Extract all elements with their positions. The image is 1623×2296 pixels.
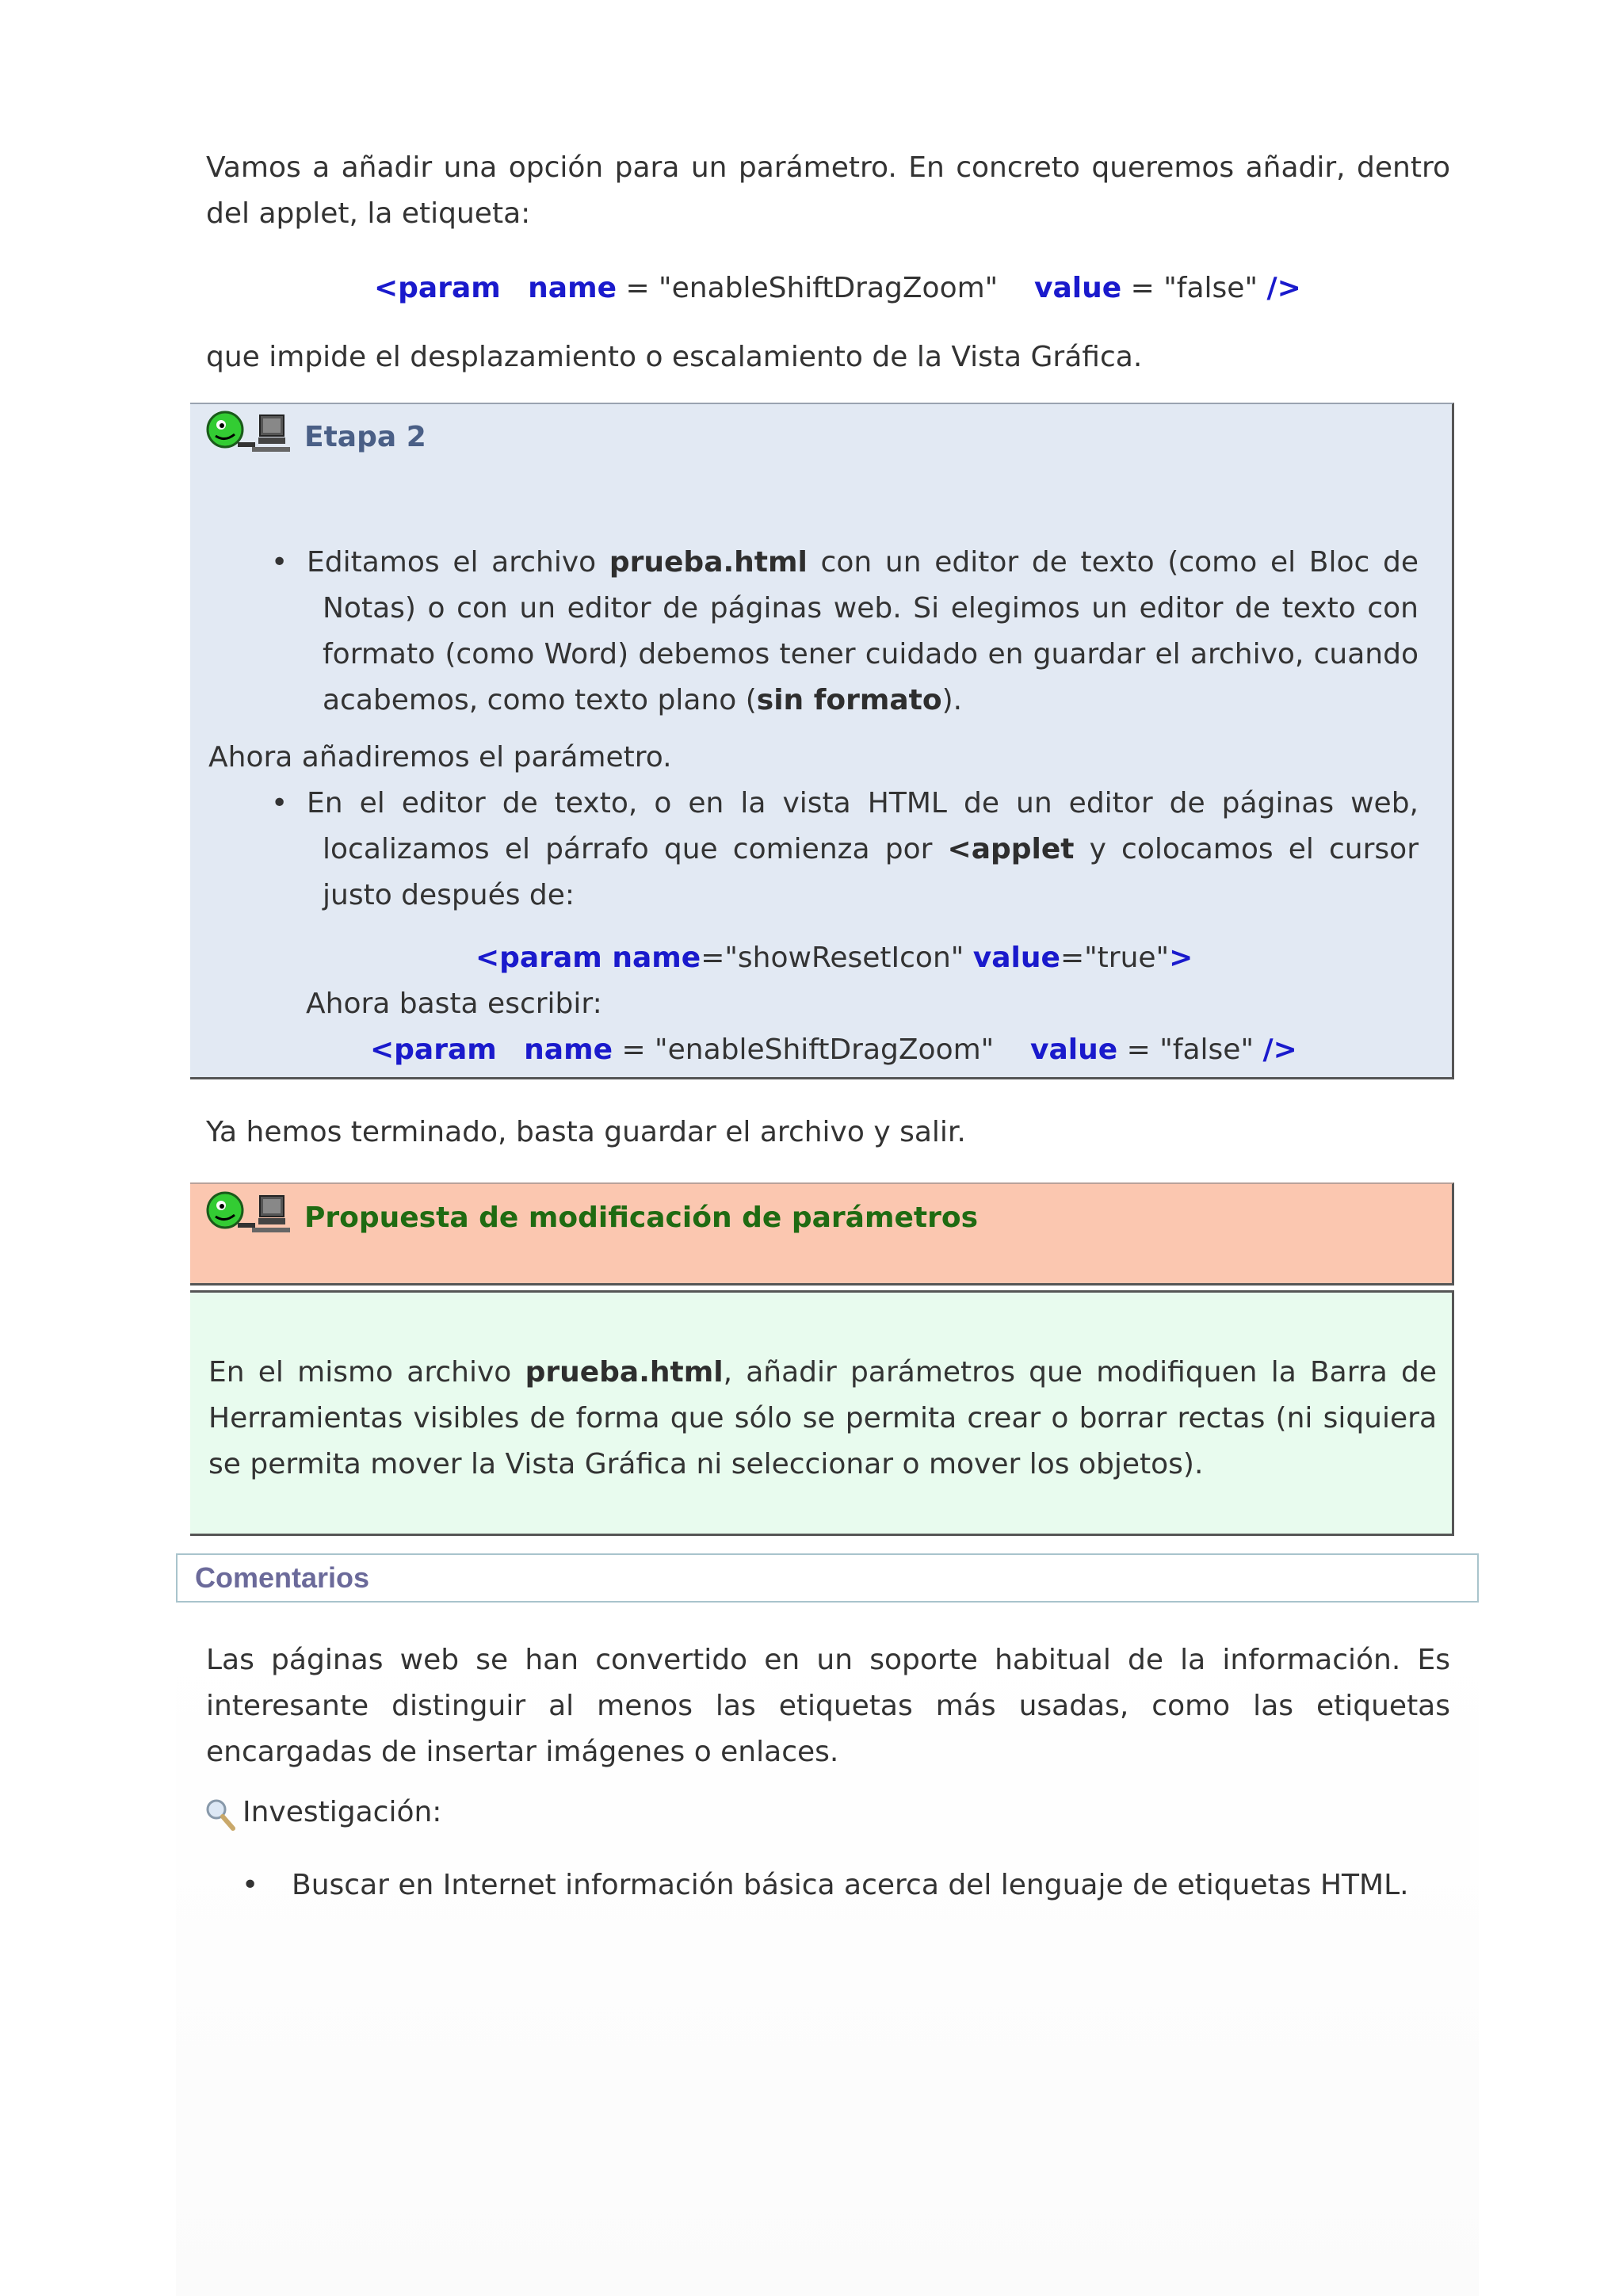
filename-bold: prueba.html [525, 1356, 724, 1389]
bullet-dot: • [271, 546, 288, 579]
code-name-value: = "enableShiftDragZoom" [617, 272, 999, 304]
investigacion-label: Investigación: [242, 1796, 442, 1828]
magnifier-icon [204, 1797, 236, 1832]
code-value-value: = "false" [1121, 272, 1267, 304]
etapa-bullet-2 [307, 781, 1419, 919]
text: Editamos el archivo [307, 546, 609, 579]
comentarios-title: Comentarios [195, 1561, 370, 1594]
intro-paragraph: Vamos a añadir una opción para un parámetro. En concreto queremos añadir, dentro del applet, la etiqueta: [206, 151, 1450, 230]
code-name-keyword: name [612, 942, 701, 974]
code-tag: <param [374, 272, 501, 304]
code-value-keyword: value [972, 942, 1060, 974]
computer-user-icon [206, 1191, 300, 1237]
code-tag: <param [475, 942, 613, 974]
etapa-code-line-2 [370, 1027, 1297, 1073]
code-name-value: ="showResetIcon" [701, 942, 973, 974]
intro-paragraph-2: que impide el desplazamiento o escalamiento de la Vista Gráfica. [206, 341, 1143, 373]
code-name-keyword: name [524, 1033, 613, 1066]
propuesta-body [208, 1350, 1437, 1488]
text: En el mismo archivo [208, 1356, 525, 1389]
code-tag: <param [370, 1033, 497, 1066]
text: con un editor de texto (como el Bloc de Notas) o con un editor de páginas web. Si elegimos un editor de texto con formato (como Word) debemos tener cuidado en guardar el archivo, cuando acabemos, como texto plano ( [323, 546, 1419, 716]
etapa-paragraph: Ahora añadiremos el parámetro. [208, 741, 672, 774]
code-close: > [1169, 942, 1193, 974]
code-close: /> [1262, 1033, 1297, 1066]
etapa-title: Etapa 2 [304, 421, 426, 453]
code-value-value: = "false" [1117, 1033, 1263, 1066]
sin-formato-bold: sin formato [756, 684, 942, 716]
filename-bold: prueba.html [609, 546, 808, 579]
bullet-dot: • [242, 1869, 259, 1901]
etapa-after-text: Ahora basta escribir: [306, 988, 602, 1020]
computer-user-icon [206, 411, 300, 457]
comentarios-header [176, 1553, 1479, 1603]
text: y colocamos el cursor justo después de: [323, 833, 1419, 911]
code-close: /> [1266, 272, 1301, 304]
code-name-value: = "enableShiftDragZoom" [613, 1033, 995, 1066]
etapa-code-line-1 [475, 935, 1193, 981]
comentarios-paragraph: Las páginas web se han convertido en un soporte habitual de la información. Es interesante distinguir al menos las etiquetas más usadas, como las etiquetas encargadas de insertar imágenes o enlaces. [206, 1644, 1450, 1768]
text: ). [941, 684, 963, 716]
code-value-value: ="true" [1060, 942, 1170, 974]
bullet-dot: • [271, 787, 288, 819]
done-paragraph: Ya hemos terminado, basta guardar el archivo y salir. [206, 1116, 966, 1148]
code-value-keyword: value [1030, 1033, 1118, 1066]
code-name-keyword: name [528, 272, 617, 304]
intro-code-line [374, 266, 1301, 311]
text: En el editor de texto, o en la vista HTML de un editor de páginas web, localizamos el párrafo que comienza por [307, 787, 1419, 865]
applet-bold: <applet [947, 833, 1075, 865]
propuesta-title: Propuesta de modificación de parámetros [304, 1201, 978, 1234]
etapa-bullet-1 [307, 540, 1419, 724]
text: , añadir parámetros que modifiquen la Barra de Herramientas visibles de forma que sólo se permita crear o borrar rectas (ni siquiera se permita mover la Vista Gráfica ni seleccionar o mover los objetos). [208, 1356, 1437, 1480]
code-value-keyword: value [1034, 272, 1122, 304]
investigacion-bullet: Buscar en Internet información básica acerca del lenguaje de etiquetas HTML. [292, 1869, 1409, 1901]
